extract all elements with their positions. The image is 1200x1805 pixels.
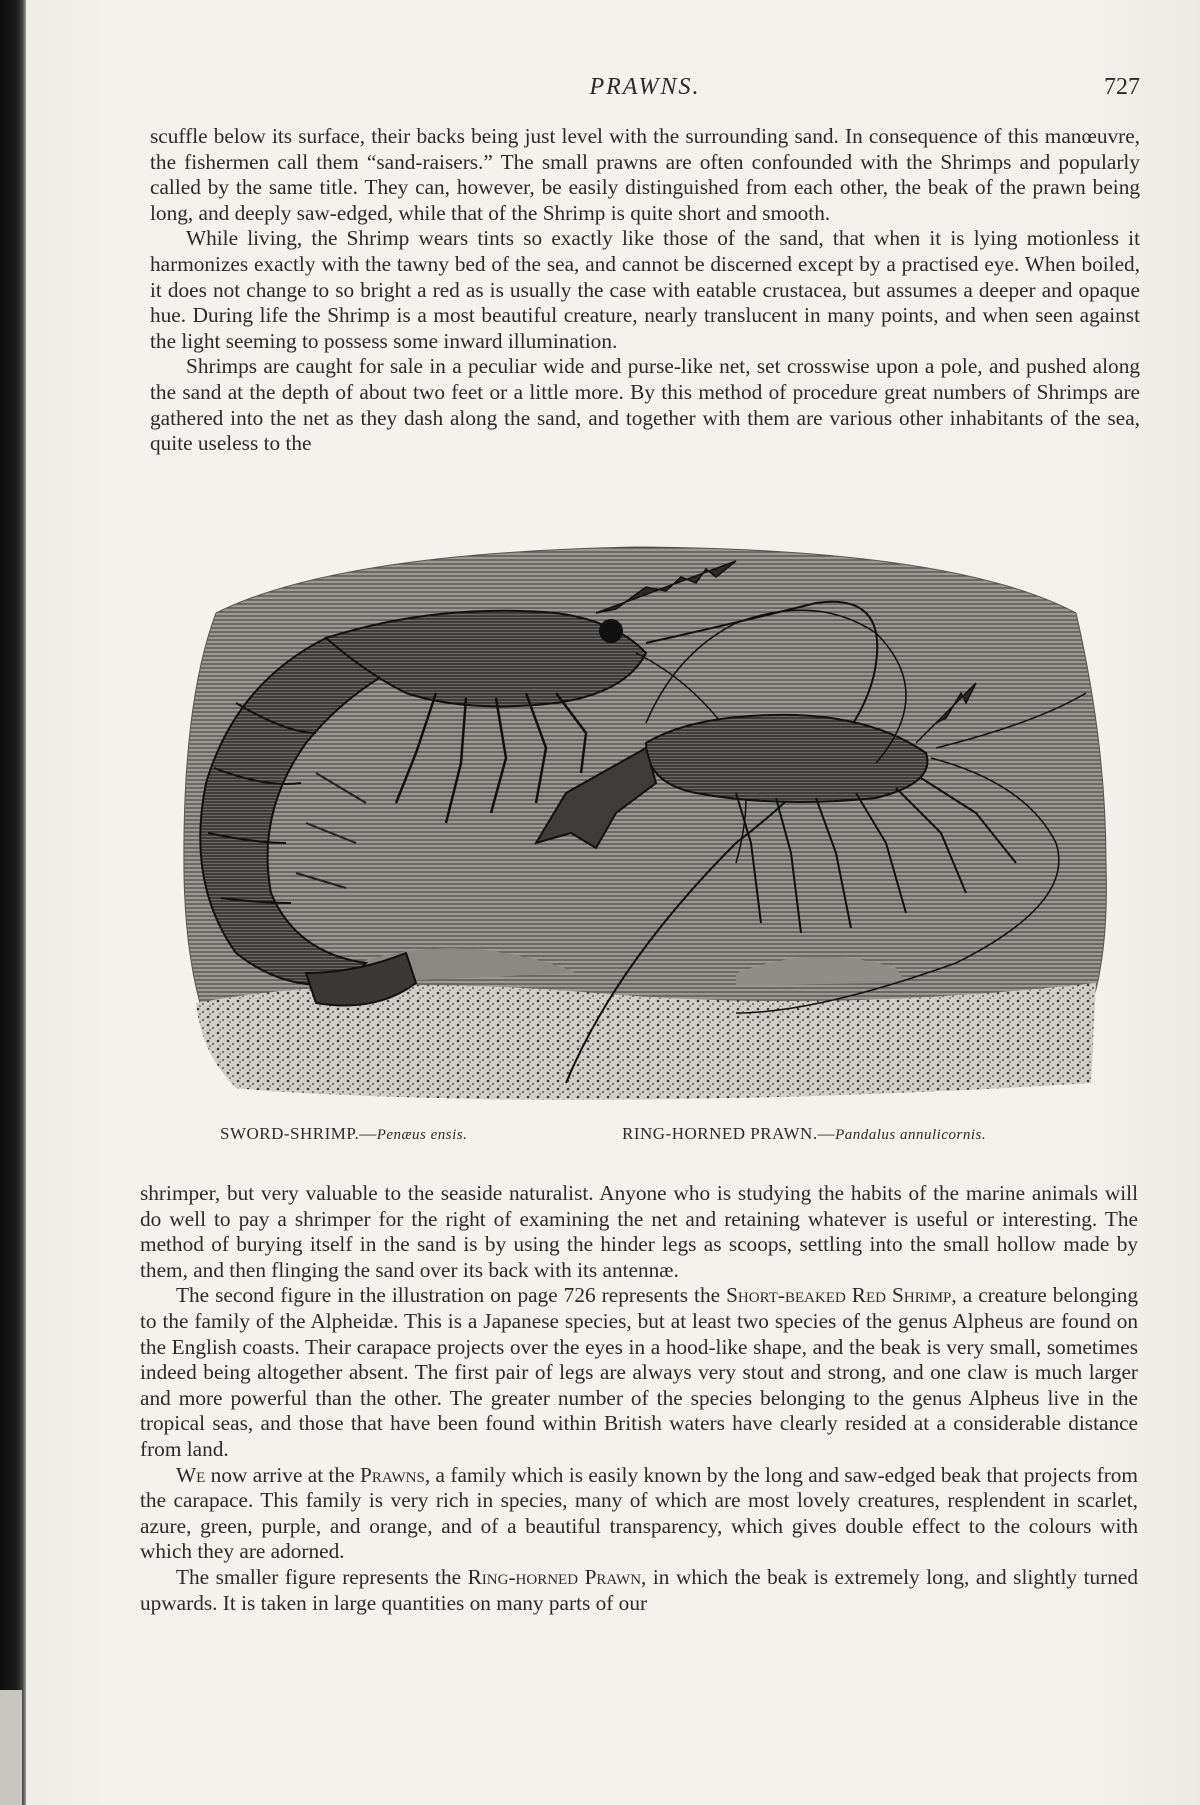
paragraph-text: , in which the beak is extremely long, and slightly turned upwards. It is taken in large quantities on many parts of our <box>140 1564 1138 1615</box>
body-text-bottom <box>140 1181 1138 1616</box>
species-name: Ring-horned Prawn <box>467 1564 642 1589</box>
family-name: Prawns <box>359 1462 425 1487</box>
page-header <box>150 74 1140 108</box>
body-text-top <box>150 124 1140 457</box>
caption-name: RING-HORNED PRAWN.— <box>622 1124 836 1143</box>
species-name: Short-beaked Red Shrimp <box>726 1283 952 1308</box>
caption-latin: Penæus ensis. <box>376 1127 468 1143</box>
figure-caption-right <box>622 1124 986 1144</box>
engraving-illustration <box>176 543 1114 1113</box>
caption-name: SWORD-SHRIMP.— <box>220 1124 377 1143</box>
running-title: PRAWNS. <box>589 74 701 100</box>
paragraph: shrimper, but very valuable to the seaside naturalist. Anyone who is studying the habits of the marine animals will do well to pay a shrimper for the right of examining the net and retaining whatever is useful or interesting. The method of burying itself in the sand is by using the hinder legs as scoops, settling into the small hollow made by them, and then flinging the sand over its back with its antennæ. <box>140 1181 1138 1282</box>
paragraph-text: , a creature belonging to the family of the Alpheidæ. This is a Japanese species, but at least two species of the genus Alpheus are found on the English coasts. Their carapace projects over the eyes in a hood-like shape, and the beak is very small, sometimes indeed being altogether absent. The first pair of legs are always very stout and strong, and one claw is much larger and more powerful than the other. The greater number of the species belonging to the genus Alpheus live in the tropical seas, and those that have been found within British waters have clearly resided at a considerable distance from land. <box>140 1283 1138 1461</box>
paragraph: Shrimps are caught for sale in a peculiar wide and purse-like net, set crosswise upon a pole, and pushed along the sand at the depth of about two feet or a little more. By this method of procedure great numbers of Shrimps are gathered into the net as they dash along the sand, and together with them are various other inhabitants of the sea, quite useless to the <box>150 354 1140 456</box>
paragraph <box>140 1283 1138 1462</box>
page-edge <box>0 1690 22 1805</box>
paragraph <box>140 1463 1138 1565</box>
paragraph: While living, the Shrimp wears tints so exactly like those of the sand, that when it is lying motionless it harmonizes exactly with the tawny bed of the sea, and cannot be discerned except by a practised eye. When boiled, it does not change to so bright a red as is usually the case with eatable crustacea, but assumes a deeper and opaque hue. During life the Shrimp is a most beautiful creature, nearly translucent in many points, and when seen against the light seeming to possess some inward illumination. <box>150 226 1140 353</box>
paragraph-text: The second figure in the illustration on page 726 represents the <box>176 1283 727 1308</box>
page-number: 727 <box>1104 74 1140 100</box>
caption-latin: Pandalus annulicornis. <box>835 1127 987 1143</box>
paragraph <box>140 1565 1138 1616</box>
book-spine-shadow <box>0 0 26 1805</box>
lead-word: We <box>176 1462 206 1487</box>
shrimp-prawn-engraving <box>176 543 1114 1113</box>
paragraph-text: The smaller figure represents the <box>176 1564 468 1589</box>
paragraph: scuffle below its surface, their backs being just level with the surrounding sand. In consequence of this manœuvre, the fishermen call them “sand-raisers.” The small prawns are often confounded with the Shrimps and popularly called by the same title. They can, however, be easily distinguished from each other, the beak of the prawn being long, and deeply saw-edged, while that of the Shrimp is quite short and smooth. <box>150 124 1140 225</box>
paragraph-text: , a family which is easily known by the long and saw-edged beak that projects from the carapace. This family is very rich in species, many of which are most lovely creatures, resplendent in scarlet, azure, green, purple, and orange, and of a beautiful transparency, which gives double effect to the colours with which they are adorned. <box>140 1462 1138 1564</box>
paragraph-text: now arrive at the <box>205 1462 360 1487</box>
figure-caption-left <box>220 1124 467 1144</box>
